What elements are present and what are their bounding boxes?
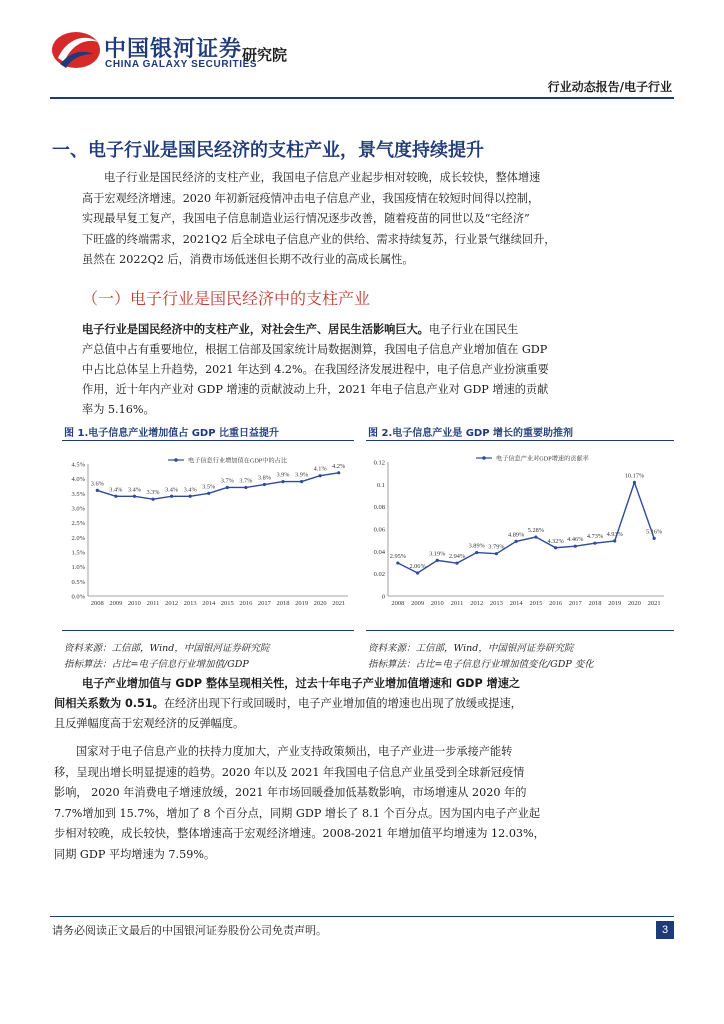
data-point bbox=[189, 495, 192, 498]
text-span: 在经济出现下行或回暖时，电子产业增加值的增速也出现了放缓或提速， bbox=[163, 697, 522, 710]
x-tick-label: 2011 bbox=[146, 600, 160, 607]
data-point bbox=[534, 535, 537, 538]
fig2-title: 图 2.电子信息产业是 GDP 增长的重要助推剂 bbox=[368, 428, 574, 439]
galaxy-logo-icon bbox=[50, 28, 102, 72]
data-point bbox=[96, 489, 99, 492]
x-tick-label: 2009 bbox=[109, 600, 123, 607]
x-tick-label: 2021 bbox=[647, 600, 661, 607]
x-tick-label: 2010 bbox=[127, 600, 141, 607]
data-point bbox=[133, 495, 136, 498]
data-label: 3.7% bbox=[239, 477, 253, 485]
text-line: 虽然在 2022Q2 后，消费市场低迷但长期不改行业的高成长属性。 bbox=[82, 253, 414, 266]
data-label: 5.16% bbox=[646, 528, 663, 536]
y-tick-label: 1.0% bbox=[71, 564, 85, 572]
y-tick-label: 1.5% bbox=[71, 549, 85, 557]
text-line: 电子行业是国民经济的支柱产业，我国电子信息产业起步相对较晚，成长较快，整体增速 bbox=[104, 171, 541, 184]
text-line bbox=[82, 320, 674, 340]
data-point bbox=[613, 539, 616, 542]
data-label: 10.17% bbox=[624, 472, 645, 480]
legend-marker bbox=[174, 458, 178, 462]
bold-lead: 电子产业增加值与 GDP 整体呈现相关性，过去十年电子产业增加值增速和 GDP 增速之 bbox=[82, 677, 521, 690]
data-label: 3.19% bbox=[429, 550, 446, 558]
data-point bbox=[244, 486, 247, 489]
data-label: 2.95% bbox=[389, 553, 406, 561]
data-label: 2.94% bbox=[448, 553, 466, 561]
header-rule bbox=[50, 97, 674, 99]
x-tick-label: 2017 bbox=[568, 600, 582, 607]
data-label: 4.89% bbox=[508, 531, 525, 539]
legend-marker bbox=[482, 456, 486, 460]
subsection-title: （一）电子行业是国民经济中的支柱产业 bbox=[82, 289, 371, 308]
x-tick-label: 2016 bbox=[549, 600, 563, 607]
fig2-source: 资料来源：工信部，Wind，中国银河证券研究院 bbox=[368, 643, 574, 654]
data-label: 3.6% bbox=[90, 480, 104, 488]
data-label: 3.4% bbox=[127, 486, 141, 494]
data-label: 3.3% bbox=[146, 489, 160, 497]
x-tick-label: 2017 bbox=[257, 600, 271, 607]
section-title: 一、电子行业是国民经济的支柱产业，景气度持续提升 bbox=[52, 140, 484, 161]
text-span: 电子行业在国民生 bbox=[428, 323, 519, 336]
y-tick-label: 4.5% bbox=[71, 461, 85, 469]
data-label: 3.79% bbox=[488, 543, 505, 551]
data-point bbox=[281, 480, 284, 483]
x-tick-label: 2008 bbox=[391, 600, 405, 607]
para3 bbox=[54, 674, 674, 734]
y-tick-label: 2.0% bbox=[71, 534, 85, 542]
bold-lead-2: 间相关系数为 0.51。 bbox=[54, 697, 164, 710]
institute-label: 研究院 bbox=[242, 46, 288, 64]
data-point bbox=[151, 498, 154, 501]
chart-gdp-contribution bbox=[366, 448, 674, 618]
y-tick-label: 0.08 bbox=[373, 504, 385, 512]
fig2-bottom-rule bbox=[366, 630, 674, 631]
data-point bbox=[515, 540, 518, 543]
text-line: 产总值中占有重要地位，根据工信部及国家统计局数据测算，我国电子信息产业增加值在 GDP bbox=[82, 343, 548, 356]
subsection-body bbox=[82, 320, 674, 420]
data-point bbox=[114, 495, 117, 498]
x-tick-label: 2014 bbox=[202, 600, 216, 607]
data-point bbox=[207, 492, 210, 495]
data-label: 5.28% bbox=[527, 527, 544, 535]
x-tick-label: 2015 bbox=[529, 600, 543, 607]
x-tick-label: 2014 bbox=[509, 600, 523, 607]
y-tick-label: 0.06 bbox=[373, 526, 385, 534]
data-point bbox=[263, 483, 266, 486]
data-label: 3.8% bbox=[257, 474, 271, 482]
chart-gdp-share bbox=[62, 448, 354, 618]
data-point bbox=[319, 474, 322, 477]
text-line: 移，呈现出增长明显提速的趋势。2020 年以及 2021 年我国电子信息产业虽受到全球新冠疫情 bbox=[54, 765, 525, 779]
footer-disclaimer: 请务必阅读正文最后的中国银河证券股份公司免责声明。 bbox=[52, 924, 327, 937]
data-point bbox=[475, 551, 478, 554]
text-line: 且反弹幅度高于宏观经济的反弹幅度。 bbox=[54, 717, 245, 730]
data-point bbox=[495, 552, 498, 555]
x-tick-label: 2019 bbox=[295, 600, 309, 607]
fig1-source: 资料来源：工信部，Wind，中国银河证券研究院 bbox=[64, 643, 270, 654]
y-tick-label: 4.0% bbox=[71, 476, 85, 484]
fig1-bottom-rule bbox=[62, 630, 354, 631]
data-point bbox=[170, 495, 173, 498]
fig1-method: 指标算法：占比=电子信息行业增加值/GDP bbox=[64, 659, 249, 670]
data-point bbox=[593, 542, 596, 545]
data-point bbox=[633, 481, 636, 484]
y-tick-label: 0.02 bbox=[373, 571, 385, 579]
para4 bbox=[54, 742, 674, 865]
x-tick-label: 2020 bbox=[313, 600, 327, 607]
fig2-rule bbox=[366, 440, 674, 441]
data-point bbox=[396, 561, 399, 564]
data-point bbox=[300, 480, 303, 483]
logo-text-en: CHINA GALAXY SECURITIES bbox=[105, 59, 258, 70]
text-line: 国家对于电子信息产业的扶持力度加大，产业支持政策频出，电子产业进一步承接产能转 bbox=[76, 745, 513, 758]
x-tick-label: 2016 bbox=[239, 600, 253, 607]
data-label: 4.46% bbox=[567, 536, 584, 544]
text-line: 步相对较晚，成长较快，整体增速高于宏观经济增速。2008-2021 年增加值平均增速为 12.03%， bbox=[54, 827, 545, 840]
data-point bbox=[455, 562, 458, 565]
data-label: 4.2% bbox=[332, 462, 346, 470]
y-tick-label: 2.5% bbox=[71, 520, 85, 528]
section1-body bbox=[82, 168, 674, 271]
x-tick-label: 2012 bbox=[165, 600, 179, 607]
text-line: 高于宏观经济增速。2020 年初新冠疫情冲击电子信息产业，我国疫情在较短时间得以控制， bbox=[82, 191, 540, 205]
data-label: 3.5% bbox=[202, 483, 216, 491]
data-point bbox=[554, 546, 557, 549]
report-type: 行业动态报告/电子行业 bbox=[547, 80, 672, 94]
text-line bbox=[82, 674, 674, 694]
x-tick-label: 2021 bbox=[332, 600, 346, 607]
text-line: 影响， 2020 年消费电子增速放缓，2021 年市场回暖叠加低基数影响，市场增速从 2020 年的 bbox=[54, 786, 527, 799]
data-label: 4.1% bbox=[313, 465, 327, 473]
x-tick-label: 2013 bbox=[489, 600, 503, 607]
x-tick-label: 2009 bbox=[411, 600, 425, 607]
fig2-method: 指标算法：占比=电子信息行业增加值变化/GDP 变化 bbox=[368, 659, 594, 670]
x-tick-label: 2020 bbox=[627, 600, 641, 607]
data-point bbox=[226, 486, 229, 489]
data-point bbox=[653, 537, 656, 540]
y-tick-label: 0.0% bbox=[71, 593, 85, 601]
legend-label: 电子信息行业增加值在GDP中的占比 bbox=[188, 457, 288, 465]
data-label: 4.93% bbox=[606, 530, 623, 538]
x-tick-label: 2018 bbox=[588, 600, 602, 607]
data-label: 3.4% bbox=[183, 486, 197, 494]
text-line: 率为 5.16%。 bbox=[82, 403, 155, 416]
text-line: 7.7%增加到 15.7%，增加了 8 个百分点，同期 GDP 增长了 8.1 个百分点。因为国内电子产业起 bbox=[54, 806, 541, 820]
text-line: 下旺盛的终端需求，2021Q2 后全球电子信息产业的供给、需求持续复苏，行业景气继续回升， bbox=[82, 232, 556, 246]
text-line: 实现最早复工复产，我国电子信息制造业运行情况逐步改善，随着疫苗的同世以及“宅经济” bbox=[82, 212, 530, 225]
text-line: 中占比总体呈上升趋势，2021 年达到 4.2%。在我国经济发展进程中，电子信息产业扮演重要 bbox=[82, 363, 549, 376]
x-tick-label: 2011 bbox=[450, 600, 464, 607]
x-tick-label: 2012 bbox=[470, 600, 484, 607]
data-point bbox=[337, 471, 340, 474]
y-tick-label: 3.5% bbox=[71, 490, 85, 498]
data-point bbox=[436, 559, 439, 562]
x-tick-label: 2008 bbox=[90, 600, 104, 607]
y-tick-label: 0 bbox=[381, 593, 385, 601]
data-label: 4.73% bbox=[586, 533, 604, 541]
y-tick-label: 0.12 bbox=[373, 459, 385, 467]
data-label: 4.32% bbox=[547, 537, 564, 545]
fig1-title: 图 1.电子信息产业增加值占 GDP 比重日益提升 bbox=[64, 428, 280, 439]
x-tick-label: 2015 bbox=[220, 600, 234, 607]
legend-label: 电子信息产业对GDP增速的贡献率 bbox=[496, 455, 589, 463]
data-point bbox=[416, 571, 419, 574]
x-tick-label: 2019 bbox=[608, 600, 622, 607]
y-tick-label: 0.1 bbox=[376, 481, 385, 489]
data-label: 3.89% bbox=[468, 542, 485, 550]
page-number: 3 bbox=[656, 921, 674, 939]
footer-rule bbox=[50, 916, 674, 917]
data-label: 3.7% bbox=[220, 477, 234, 485]
y-tick-label: 3.0% bbox=[71, 505, 85, 513]
data-label: 3.9% bbox=[276, 471, 290, 479]
text-line bbox=[54, 694, 674, 714]
text-line: 同期 GDP 平均增速为 7.59%。 bbox=[54, 847, 216, 861]
x-tick-label: 2010 bbox=[430, 600, 444, 607]
data-label: 3.4% bbox=[109, 486, 123, 494]
y-tick-label: 0.04 bbox=[373, 548, 385, 556]
x-tick-label: 2013 bbox=[183, 600, 197, 607]
data-label: 3.9% bbox=[295, 471, 309, 479]
logo-text-cn: 中国银河证券 bbox=[104, 37, 243, 62]
text-line: 作用，近十年内产业对 GDP 增速的贡献波动上升，2021 年电子信息产业对 GDP 增速的贡献 bbox=[82, 383, 549, 396]
fig1-rule bbox=[62, 440, 354, 441]
data-point bbox=[574, 545, 577, 548]
bold-lead: 电子行业是国民经济中的支柱产业，对社会生产、居民生活影响巨大。 bbox=[82, 323, 429, 336]
y-tick-label: 0.5% bbox=[71, 578, 85, 586]
x-tick-label: 2018 bbox=[276, 600, 290, 607]
data-label: 2.06% bbox=[409, 562, 426, 570]
data-label: 3.4% bbox=[165, 486, 179, 494]
